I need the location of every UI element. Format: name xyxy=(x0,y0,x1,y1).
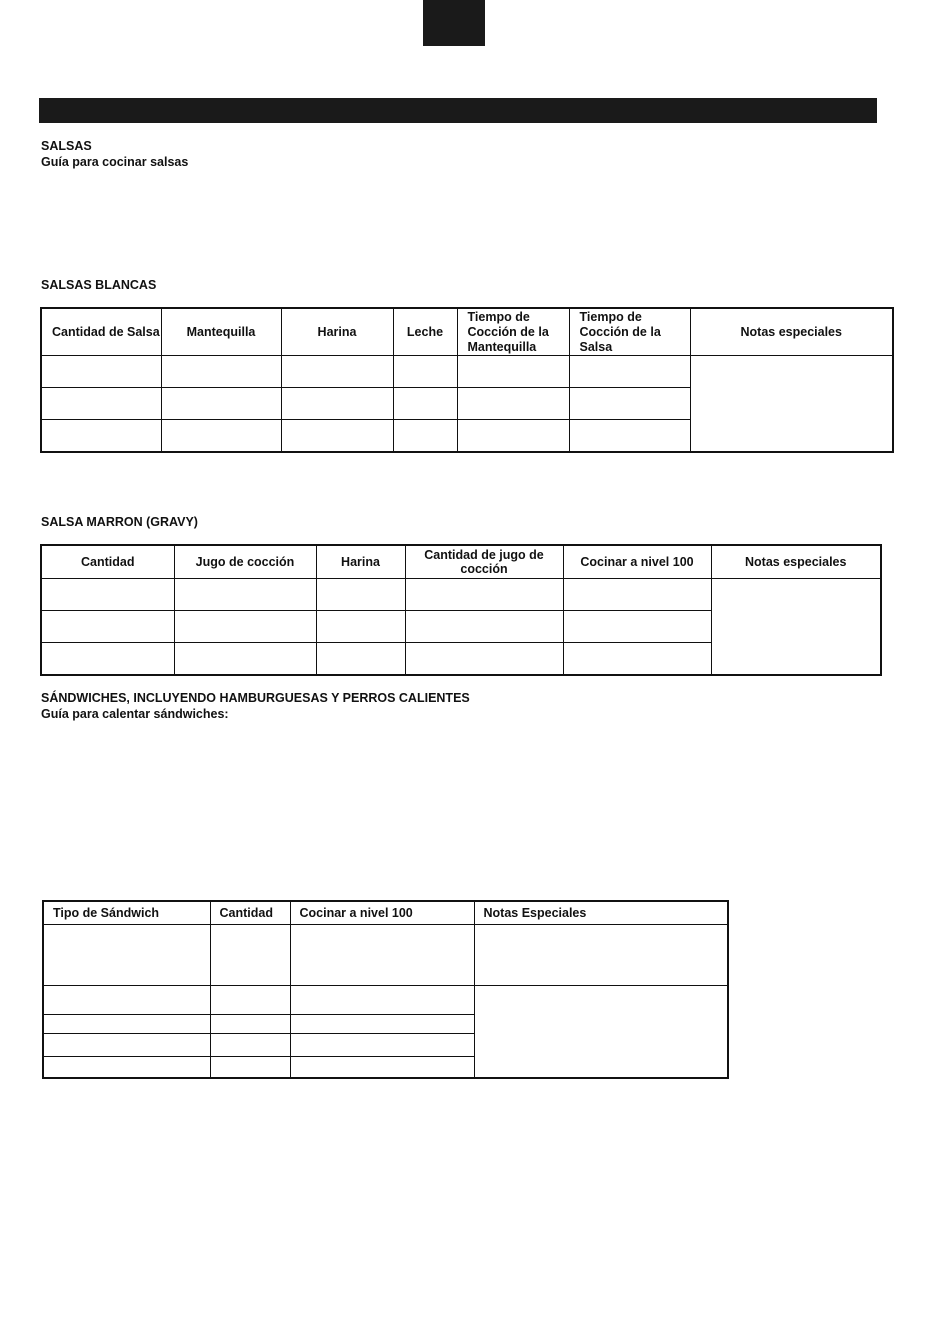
column-header: Tiempo de Cocción de la Mantequilla xyxy=(457,308,569,356)
salsas-subtitle: Guía para cocinar salsas xyxy=(41,155,189,169)
salsas-blancas-table xyxy=(40,307,894,453)
table-cell xyxy=(290,925,474,986)
table-cell xyxy=(405,611,563,643)
table-cell xyxy=(290,986,474,1015)
table-cell xyxy=(210,1015,290,1034)
column-header: Tipo de Sándwich xyxy=(43,901,210,925)
column-header: Cantidad xyxy=(210,901,290,925)
table-cell xyxy=(281,388,393,420)
table-cell xyxy=(43,1057,210,1079)
table-cell xyxy=(457,388,569,420)
column-header: Harina xyxy=(281,308,393,356)
sandwiches-table xyxy=(42,900,729,1079)
sandwiches-heading xyxy=(41,690,470,722)
column-header: Leche xyxy=(393,308,457,356)
table-cell xyxy=(281,356,393,388)
table-cell xyxy=(210,1057,290,1079)
table-cell xyxy=(290,1015,474,1034)
table-cell xyxy=(41,643,174,676)
table-cell xyxy=(405,579,563,611)
table-cell xyxy=(563,579,711,611)
table-cell xyxy=(457,356,569,388)
column-header: Notas especiales xyxy=(711,545,881,579)
column-header: Tiempo de Cocción de la Salsa xyxy=(569,308,690,356)
table-cell xyxy=(43,925,210,986)
table-cell xyxy=(457,420,569,453)
table-cell xyxy=(316,611,405,643)
table-row xyxy=(41,356,893,388)
table-row xyxy=(41,579,881,611)
column-header: Cantidad de jugo de cocción xyxy=(405,545,563,579)
notes-cell xyxy=(474,925,728,986)
table-cell xyxy=(210,925,290,986)
notes-cell xyxy=(474,986,728,1079)
table-cell xyxy=(41,579,174,611)
table-cell xyxy=(393,388,457,420)
salsas-blancas-title: SALSAS BLANCAS xyxy=(41,278,157,292)
table-cell xyxy=(563,611,711,643)
table-header-row xyxy=(41,308,893,356)
table-cell xyxy=(161,388,281,420)
table-cell xyxy=(281,420,393,453)
column-header: Jugo de cocción xyxy=(174,545,316,579)
salsa-marron-table xyxy=(40,544,882,676)
table-cell xyxy=(569,420,690,453)
table-cell xyxy=(316,579,405,611)
table-cell xyxy=(41,420,161,453)
table-cell xyxy=(290,1057,474,1079)
table-cell xyxy=(174,579,316,611)
table-cell xyxy=(393,356,457,388)
table-cell xyxy=(290,1034,474,1057)
column-header: Harina xyxy=(316,545,405,579)
column-header: Cantidad de Salsa xyxy=(41,308,161,356)
table-cell xyxy=(210,986,290,1015)
column-header: Cocinar a nivel 100 xyxy=(290,901,474,925)
column-header: Cantidad xyxy=(41,545,174,579)
table-row xyxy=(43,986,728,1015)
table-cell xyxy=(161,356,281,388)
table-cell xyxy=(161,420,281,453)
table-cell xyxy=(393,420,457,453)
table-cell xyxy=(43,1015,210,1034)
section-header-bar xyxy=(39,98,877,123)
table-cell xyxy=(43,986,210,1015)
column-header: Mantequilla xyxy=(161,308,281,356)
table-row xyxy=(43,925,728,986)
column-header: Notas Especiales xyxy=(474,901,728,925)
salsas-title: SALSAS xyxy=(41,139,92,153)
table-cell xyxy=(210,1034,290,1057)
notes-cell xyxy=(711,579,881,676)
table-cell xyxy=(569,388,690,420)
table-cell xyxy=(405,643,563,676)
table-cell xyxy=(563,643,711,676)
sandwiches-title: SÁNDWICHES, INCLUYENDO HAMBURGUESAS Y PERROS CALIENTES xyxy=(41,691,470,705)
notes-cell xyxy=(690,356,893,453)
table-cell xyxy=(41,356,161,388)
table-cell xyxy=(174,611,316,643)
table-header-row xyxy=(41,545,881,579)
column-header: Notas especiales xyxy=(690,308,893,356)
salsas-heading xyxy=(41,138,188,170)
sandwiches-subtitle: Guía para calentar sándwiches: xyxy=(41,707,229,721)
table-header-row xyxy=(43,901,728,925)
table-cell xyxy=(41,388,161,420)
column-header: Cocinar a nivel 100 xyxy=(563,545,711,579)
table-cell xyxy=(316,643,405,676)
salsa-marron-title: SALSA MARRON (GRAVY) xyxy=(41,515,198,529)
table-cell xyxy=(569,356,690,388)
table-cell xyxy=(41,611,174,643)
table-cell xyxy=(43,1034,210,1057)
page-tab-marker xyxy=(423,0,485,46)
table-cell xyxy=(174,643,316,676)
